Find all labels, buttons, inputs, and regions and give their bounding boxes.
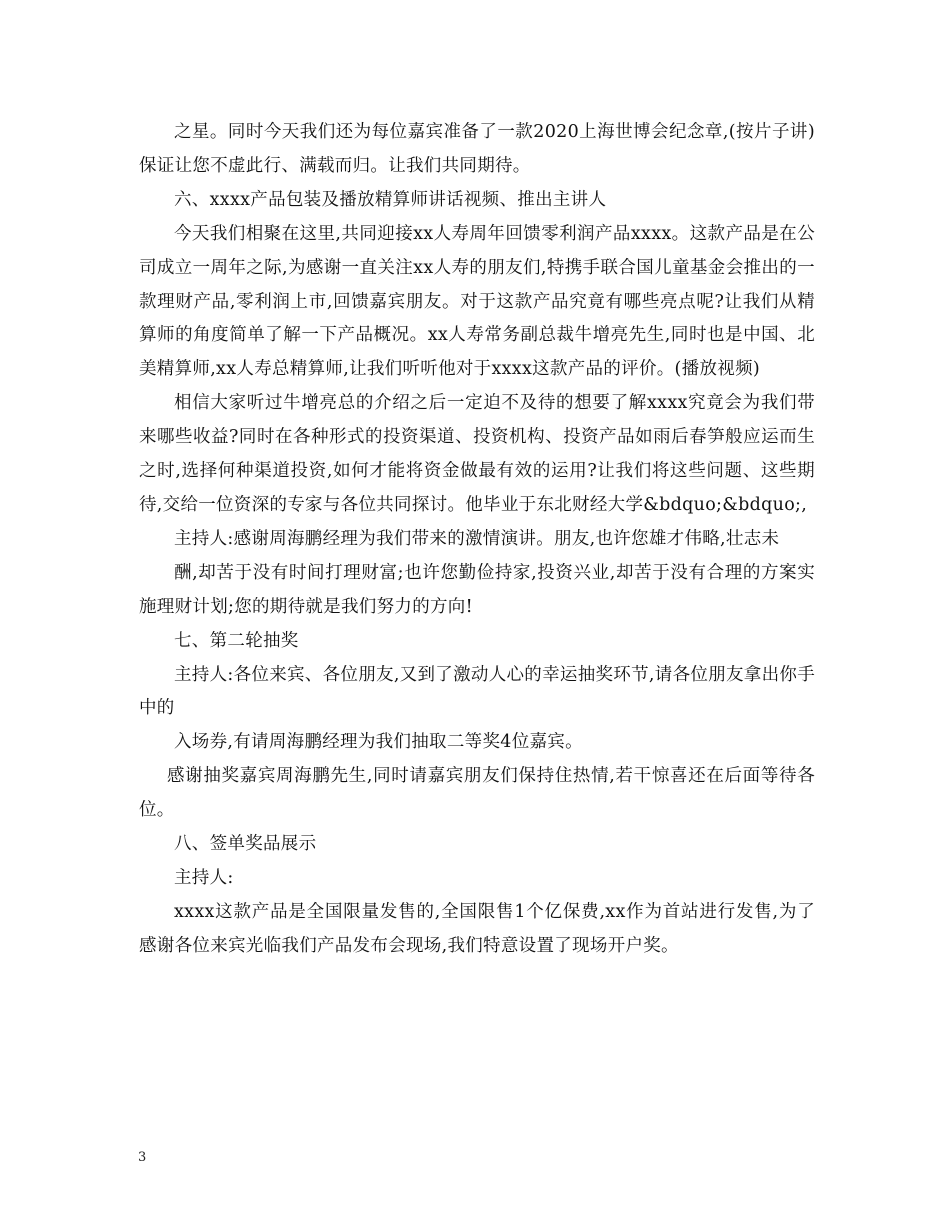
section-heading-7: 七、第二轮抽奖 [174, 630, 299, 651]
page-number: 3 [138, 1150, 147, 1165]
document-body [139, 116, 815, 964]
paragraph-lottery-ticket: 入场券,有请周海鹏经理为我们抽取二等奖4位嘉宾。 [174, 732, 583, 753]
paragraph-host-thanks-continued: 酬,却苦于没有时间打理财富;也许您勤俭持家,投资兴业,却苦于没有合理的方案实施理财计划;您的期待就是我们努力的方向! [139, 562, 815, 617]
section-heading-8: 八、签单奖品展示 [174, 834, 317, 855]
paragraph-host-thanks: 主持人:感谢周海鹏经理为我们带来的激情演讲。朋友,也许您雄才伟略,壮志未 [174, 528, 780, 549]
section-heading-6: 六、xxxx产品包装及播放精算师讲话视频、推出主讲人 [174, 189, 607, 210]
paragraph-host-label: 主持人: [174, 867, 234, 888]
paragraph-expert-intro: 相信大家听过牛增亮总的介绍之后一定迫不及待的想要了解xxxx究竟会为我们带来哪些收益?同时在各种形式的投资渠道、投资机构、投资产品如雨后春笋般应运而生之时,选择何种渠道投资,如何才能将资金做最有效的运用?让我们将这些问题、这些期待,交给一位资深的专家与各位共同探讨。他毕业于东北财经大学&bdquo;&bdquo;, [139, 393, 815, 515]
paragraph-product-intro: 今天我们相聚在这里,共同迎接xx人寿周年回馈零利润产品xxxx。这款产品是在公司成立一周年之际,为感谢一直关注xx人寿的朋友们,特携手联合国儿童基金会推出的一款理财产品,零利润上市,回馈嘉宾朋友。对于这款产品究竟有哪些亮点呢?让我们从精算师的角度简单了解一下产品概况。xx人寿常务副总裁牛增亮先生,同时也是中国、北美精算师,xx人寿总精算师,让我们听听他对于xxxx这款产品的评价。(播放视频) [139, 223, 815, 380]
paragraph-1: 之星。同时今天我们还为每位嘉宾准备了一款2020上海世博会纪念章,(按片子讲)保证让您不虚此行、满载而归。让我们共同期待。 [139, 122, 815, 176]
paragraph-limited-sale: xxxx这款产品是全国限量发售的,全国限售1个亿保费,xx作为首站进行发售,为了感谢各位来宾光临我们产品发布会现场,我们特意设置了现场开户奖。 [139, 901, 815, 956]
paragraph-lottery-thanks: 感谢抽奖嘉宾周海鹏先生,同时请嘉宾朋友们保持住热情,若干惊喜还在后面等待各位。 [139, 766, 815, 821]
paragraph-lottery-host: 主持人:各位来宾、各位朋友,又到了激动人心的幸运抽奖环节,请各位朋友拿出你手中的 [139, 664, 815, 719]
